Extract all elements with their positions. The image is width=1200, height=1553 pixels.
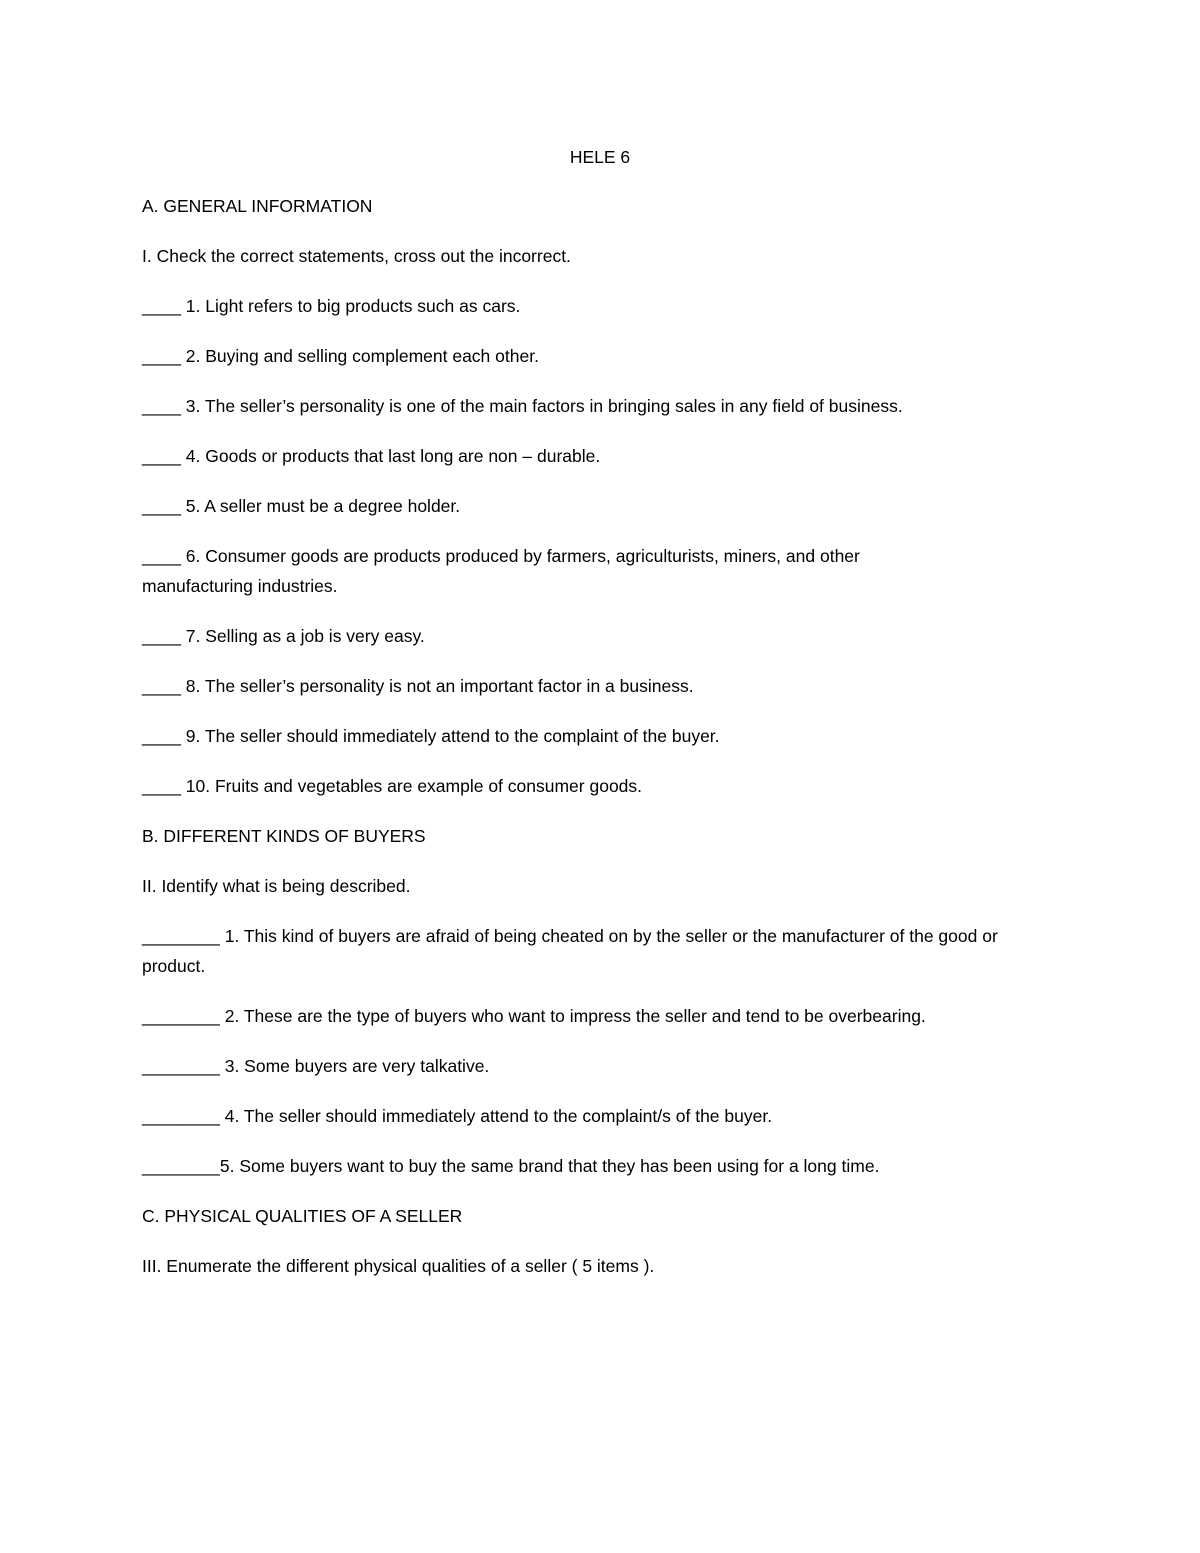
list-item: ____ 4. Goods or products that last long are non – durable. (142, 446, 601, 466)
section-b-instruction: II. Identify what is being described. (142, 876, 411, 896)
list-item: ________ 2. These are the type of buyers who want to impress the seller and tend to be overbearing. (142, 1006, 926, 1026)
list-item: ____ 8. The seller’s personality is not an important factor in a business. (142, 676, 694, 696)
section-a-instruction: I. Check the correct statements, cross out the incorrect. (142, 246, 571, 266)
section-c-instruction: III. Enumerate the different physical qualities of a seller ( 5 items ). (142, 1256, 655, 1276)
page-title: HELE 6 (569, 147, 631, 167)
list-item: ________5. Some buyers want to buy the same brand that they has been using for a long time. (142, 1156, 880, 1176)
list-item: ____ 5. A seller must be a degree holder. (142, 496, 461, 516)
list-item: ____ 10. Fruits and vegetables are example of consumer goods. (142, 776, 643, 796)
section-c-heading: C. PHYSICAL QUALITIES OF A SELLER (142, 1206, 463, 1226)
list-item: ____ 7. Selling as a job is very easy. (142, 626, 425, 646)
list-item: ____ 2. Buying and selling complement each other. (142, 346, 539, 366)
list-item: ____ 1. Light refers to big products such as cars. (142, 296, 521, 316)
list-item: ____ 9. The seller should immediately attend to the complaint of the buyer. (142, 726, 720, 746)
list-item: ____ 6. Consumer goods are products produced by farmers, agriculturists, miners, and other manufacturing industries. (142, 546, 860, 596)
list-item: ________ 4. The seller should immediately attend to the complaint/s of the buyer. (142, 1106, 773, 1126)
list-item: ____ 3. The seller’s personality is one of the main factors in bringing sales in any field of business. (142, 396, 903, 416)
section-a-heading: A. GENERAL INFORMATION (142, 196, 373, 216)
list-item: ________ 3. Some buyers are very talkative. (142, 1056, 490, 1076)
list-item: ________ 1. This kind of buyers are afraid of being cheated on by the seller or the manufacturer of the good or product. (142, 926, 998, 976)
section-b-heading: B. DIFFERENT KINDS OF BUYERS (142, 826, 426, 846)
